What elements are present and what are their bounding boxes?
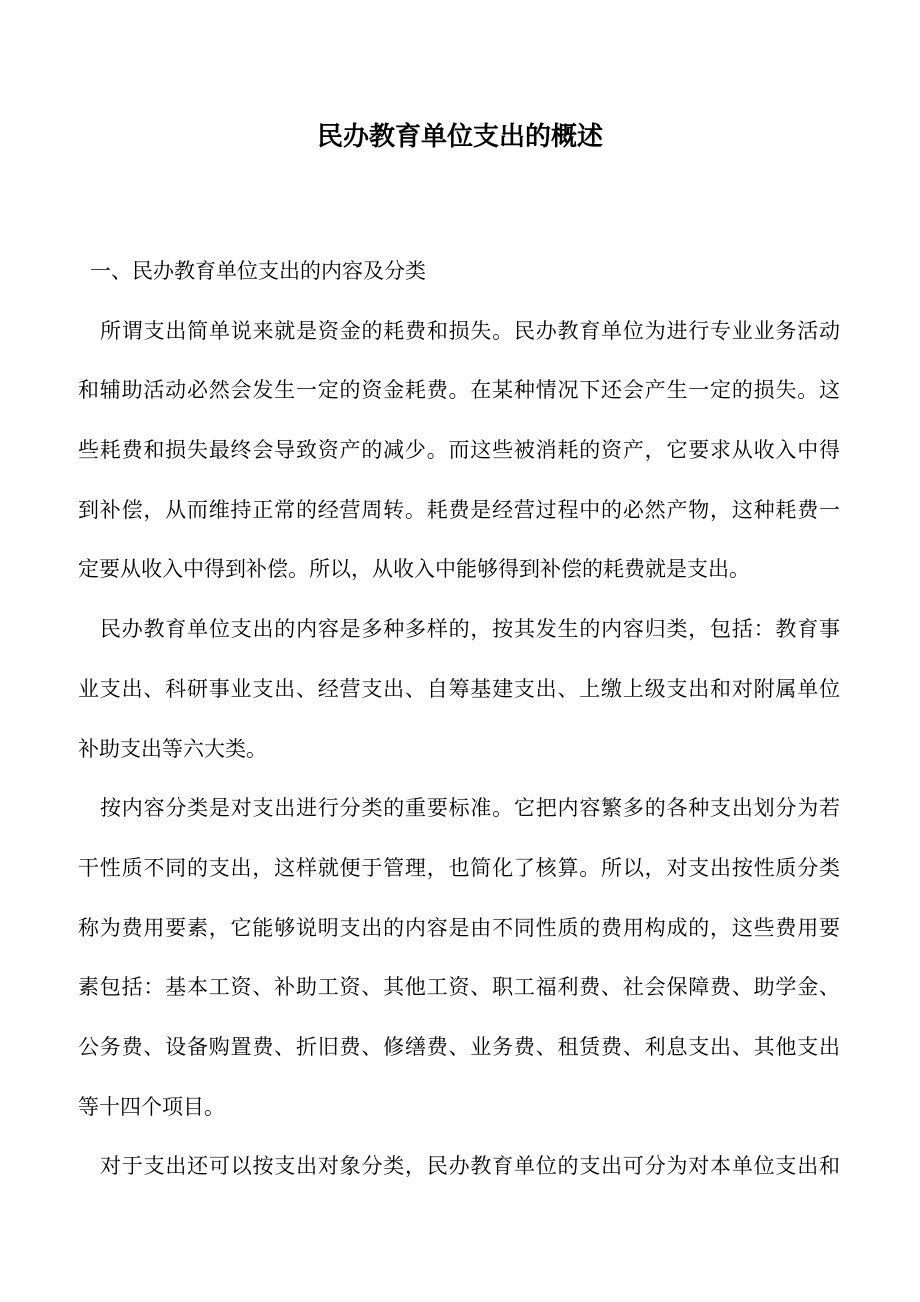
- paragraph-line: 称为费用要素，它能够说明支出的内容是由不同性质的费用构成的，这些费用要: [78, 915, 840, 940]
- paragraph-line: 定要从收入中得到补偿。所以，从收入中能够得到补偿的耗费就是支出。: [78, 557, 750, 582]
- document-title: 民办教育单位支出的概述: [316, 122, 603, 152]
- paragraph-line: 和辅助活动必然会发生一定的资金耗费。在某种情况下还会产生一定的损失。这: [78, 378, 840, 403]
- paragraph-line: 所谓支出简单说来就是资金的耗费和损失。民办教育单位为进行专业业务活动: [100, 318, 840, 343]
- paragraph: [78, 600, 840, 779]
- paragraph-line: 业支出、科研事业支出、经营支出、自筹基建支出、上缴上级支出和对附属单位: [78, 676, 840, 701]
- paragraph-line: 些耗费和损失最终会导致资产的减少。而这些被消耗的资产，它要求从收入中得: [78, 438, 840, 463]
- paragraph-line: 对于支出还可以按支出对象分类，民办教育单位的支出可分为对本单位支出和: [100, 1154, 840, 1179]
- paragraph-line: 民办教育单位支出的内容是多种多样的，按其发生的内容归类，包括：教育事: [100, 617, 840, 642]
- paragraph: [78, 1137, 840, 1197]
- paragraph-line: 公务费、设备购置费、折旧费、修缮费、业务费、租赁费、利息支出、其他支出: [78, 1034, 840, 1059]
- paragraph-line: 到补偿，从而维持正常的经营周转。耗费是经营过程中的必然产物，这种耗费一: [78, 497, 840, 522]
- paragraph: [78, 779, 840, 1137]
- paragraph-line: 按内容分类是对支出进行分类的重要标准。它把内容繁多的各种支出划分为若: [100, 796, 840, 821]
- paragraph: [78, 302, 840, 600]
- paragraph-line: 等十四个项目。: [78, 1094, 225, 1119]
- document-body: [78, 242, 840, 1197]
- paragraph-line: 素包括：基本工资、补助工资、其他工资、职工福利费、社会保障费、助学金、: [78, 975, 840, 1000]
- section-heading: 一、民办教育单位支出的内容及分类: [90, 259, 426, 283]
- paragraph-line: 补助支出等六大类。: [78, 736, 267, 761]
- paragraph-line: 干性质不同的支出，这样就便于管理，也简化了核算。所以，对支出按性质分类: [78, 855, 840, 880]
